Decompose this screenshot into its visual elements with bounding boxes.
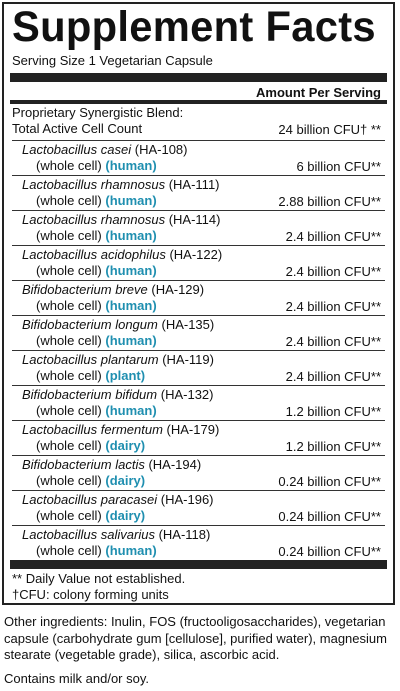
- strain-code: (HA-129): [151, 282, 205, 297]
- ingredient-row: [12, 175, 381, 210]
- strain-code: (HA-108): [134, 142, 188, 157]
- ingredient-row: [12, 455, 381, 490]
- strain-detail: [36, 403, 157, 418]
- strain-species: Lactobacillus rhamnosus: [22, 212, 166, 227]
- whole-cell-label: (whole cell): [36, 263, 102, 278]
- footnote-daily-value: ** Daily Value not established.: [12, 571, 186, 586]
- strain-species: Lactobacillus paracasei: [22, 492, 158, 507]
- strain-code: (HA-179): [166, 422, 220, 437]
- supplement-facts-panel: [2, 2, 395, 605]
- allergen-statement: Contains milk and/or soy.: [4, 671, 149, 686]
- strain-amount: 1.2 billion CFU**: [285, 439, 381, 454]
- strain-detail: [36, 368, 145, 383]
- strain-amount: 2.4 billion CFU**: [285, 334, 381, 349]
- whole-cell-label: (whole cell): [36, 158, 102, 173]
- total-active-cell-amount: 24 billion CFU† **: [278, 122, 381, 137]
- strain-source: (human): [105, 263, 157, 278]
- whole-cell-label: (whole cell): [36, 403, 102, 418]
- strain-code: (HA-111): [168, 177, 220, 192]
- strain-source: (human): [105, 158, 157, 173]
- strain-name: [22, 457, 201, 472]
- ingredient-row: [12, 420, 381, 455]
- ingredient-row: [12, 315, 381, 350]
- strain-species: Bifidobacterium longum: [22, 317, 158, 332]
- strain-species: Lactobacillus acidophilus: [22, 247, 166, 262]
- strain-code: (HA-194): [148, 457, 202, 472]
- strain-amount: 2.4 billion CFU**: [285, 229, 381, 244]
- blend-label: Proprietary Synergistic Blend:: [12, 105, 184, 120]
- whole-cell-label: (whole cell): [36, 473, 102, 488]
- strain-detail: [36, 298, 157, 313]
- strain-amount: 0.24 billion CFU**: [278, 474, 381, 489]
- panel-title: Supplement Facts: [12, 3, 376, 51]
- strain-amount: 2.4 billion CFU**: [285, 369, 381, 384]
- whole-cell-label: (whole cell): [36, 438, 102, 453]
- strain-name: [22, 142, 188, 157]
- strain-amount: 2.4 billion CFU**: [285, 264, 381, 279]
- strain-name: [22, 527, 210, 542]
- strain-source: (human): [105, 403, 157, 418]
- whole-cell-label: (whole cell): [36, 543, 102, 558]
- strain-name: [22, 492, 214, 507]
- ingredient-row: [12, 385, 381, 420]
- serving-size: Serving Size 1 Vegetarian Capsule: [12, 53, 213, 68]
- strain-detail: [36, 508, 145, 523]
- strain-amount: 2.88 billion CFU**: [278, 194, 381, 209]
- ingredient-row: [12, 280, 381, 315]
- whole-cell-label: (whole cell): [36, 228, 102, 243]
- strain-amount: 1.2 billion CFU**: [285, 404, 381, 419]
- strain-detail: [36, 438, 145, 453]
- strain-species: Lactobacillus casei: [22, 142, 132, 157]
- ingredient-row: [12, 490, 381, 525]
- strain-source: (human): [105, 543, 157, 558]
- strain-name: [22, 247, 222, 262]
- whole-cell-label: (whole cell): [36, 298, 102, 313]
- strain-code: (HA-196): [160, 492, 214, 507]
- strain-amount: 0.24 billion CFU**: [278, 509, 381, 524]
- strain-source: (human): [105, 193, 157, 208]
- whole-cell-label: (whole cell): [36, 333, 102, 348]
- strain-species: Lactobacillus fermentum: [22, 422, 163, 437]
- strain-code: (HA-119): [162, 352, 214, 367]
- ingredient-row: [12, 210, 381, 245]
- medium-divider: [10, 100, 387, 104]
- strain-source: (human): [105, 228, 157, 243]
- strain-species: Lactobacillus plantarum: [22, 352, 159, 367]
- footnote-cfu: †CFU: colony forming units: [12, 587, 169, 602]
- strain-code: (HA-118): [158, 527, 211, 542]
- strain-amount: 6 billion CFU**: [296, 159, 381, 174]
- strain-code: (HA-114): [168, 212, 221, 227]
- strain-detail: [36, 263, 157, 278]
- strain-name: [22, 212, 220, 227]
- strain-detail: [36, 193, 157, 208]
- thick-divider-top: [10, 73, 387, 82]
- strain-source: (human): [105, 298, 157, 313]
- strain-source: (human): [105, 333, 157, 348]
- total-active-cell-label: Total Active Cell Count: [12, 121, 143, 136]
- strain-species: Lactobacillus salivarius: [22, 527, 155, 542]
- strain-code: (HA-122): [169, 247, 223, 262]
- whole-cell-label: (whole cell): [36, 368, 102, 383]
- strain-detail: [36, 473, 145, 488]
- strain-name: [22, 317, 214, 332]
- ingredient-row: [12, 350, 381, 385]
- strain-source: (dairy): [105, 438, 146, 453]
- strain-detail: [36, 543, 157, 558]
- strain-name: [22, 352, 214, 367]
- strain-species: Bifidobacterium breve: [22, 282, 148, 297]
- other-ingredients: Other ingredients: Inulin, FOS (fructooligosaccharides), vegetarian capsule (carbohydrate gum [cellulose], purified water), magnesium stearate (vegetable grade), silica, ascorbic acid.: [4, 614, 387, 662]
- strain-source: (plant): [105, 368, 146, 383]
- strain-species: Lactobacillus rhamnosus: [22, 177, 166, 192]
- strain-source: (dairy): [105, 508, 146, 523]
- strain-name: [22, 282, 204, 297]
- strain-code: (HA-132): [160, 387, 214, 402]
- strain-amount: 0.24 billion CFU**: [278, 544, 381, 559]
- ingredient-row: [12, 140, 381, 175]
- amount-per-serving-header: Amount Per Serving: [256, 85, 381, 100]
- strain-species: Bifidobacterium bifidum: [22, 387, 158, 402]
- ingredient-row: [12, 525, 381, 560]
- strain-amount: 2.4 billion CFU**: [285, 299, 381, 314]
- strain-name: [22, 177, 220, 192]
- strain-detail: [36, 333, 157, 348]
- strain-detail: [36, 228, 157, 243]
- strain-source: (dairy): [105, 473, 146, 488]
- whole-cell-label: (whole cell): [36, 508, 102, 523]
- strain-detail: [36, 158, 157, 173]
- strain-name: [22, 422, 219, 437]
- thick-divider-bottom: [10, 560, 387, 569]
- strain-code: (HA-135): [161, 317, 215, 332]
- whole-cell-label: (whole cell): [36, 193, 102, 208]
- strain-species: Bifidobacterium lactis: [22, 457, 145, 472]
- ingredient-row: [12, 245, 381, 280]
- strain-name: [22, 387, 214, 402]
